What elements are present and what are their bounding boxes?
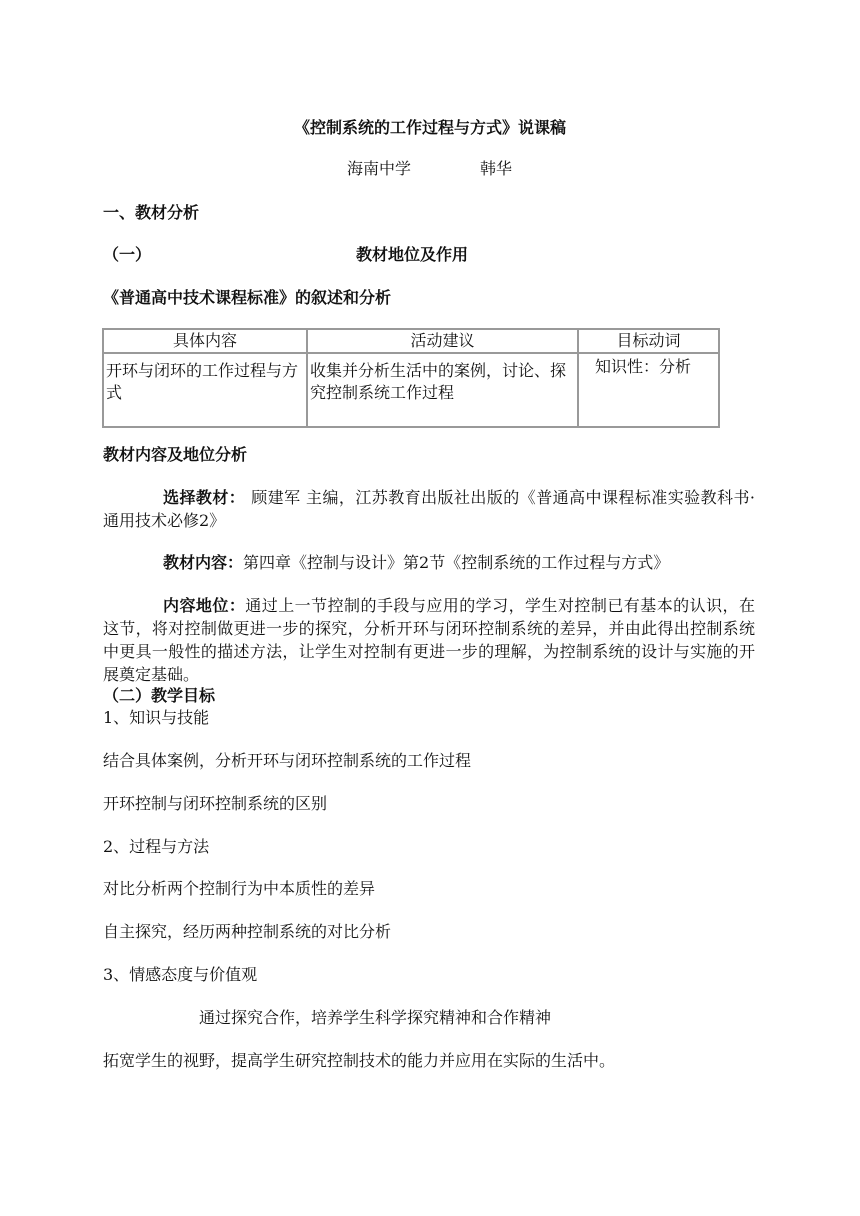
goal-item: 自主探究，经历两种控制系统的对比分析	[103, 922, 392, 941]
goal-item: 通过探究合作，培养学生科学探究精神和合作精神	[199, 1008, 552, 1027]
author-school: 海南中学	[347, 159, 412, 178]
textbook-paragraph	[103, 486, 755, 532]
goal-title-knowledge: 1、知识与技能	[103, 708, 210, 727]
goal-item: 拓宽学生的视野，提高学生研究控制技术的能力并应用在实际的生活中。	[103, 1051, 616, 1070]
position-text: 通过上一节控制的手段与应用的学习，学生对控制已有基本的认识，在这节，将对控制做更进一步的探究，分析开环与闭环控制系统的差异，并由此得出控制系统中更具一般性的描述方法，让学生对控制有更进一步的理解，为控制系统的设计与实施的开展奠定基础。	[103, 596, 755, 684]
content-label: 教材内容：	[163, 553, 244, 572]
goal-title-process: 2、过程与方法	[103, 837, 210, 856]
table-cell: 知识性：分析	[578, 353, 719, 427]
table-header-cell: 具体内容	[103, 329, 307, 353]
goal-title-attitude: 3、情感态度与价值观	[103, 965, 258, 984]
content-text: 第四章《控制与设计》第2节《控制系统的工作过程与方式》	[243, 553, 670, 572]
goal-item: 结合具体案例，分析开环与闭环控制系统的工作过程	[103, 751, 472, 770]
goal-item: 对比分析两个控制行为中本质性的差异	[103, 879, 376, 898]
table-header-cell: 活动建议	[307, 329, 578, 353]
position-label: 内容地位：	[163, 596, 246, 615]
subsection-number-1: （一）	[103, 245, 152, 264]
goal-item: 开环控制与闭环控制系统的区别	[103, 794, 328, 813]
table-row	[103, 353, 719, 427]
table-header-row	[103, 329, 719, 353]
section-heading-1: 一、教材分析	[103, 203, 200, 222]
curriculum-standard-table	[102, 328, 720, 428]
document-title: 《控制系统的工作过程与方式》说课稿	[293, 118, 566, 137]
subsection-title-1: 教材地位及作用	[356, 245, 469, 264]
author-name: 韩华	[480, 159, 513, 178]
section-heading-2: （二）教学目标	[103, 686, 216, 705]
table-cell: 开环与闭环的工作过程与方式	[103, 353, 307, 427]
content-analysis-heading: 教材内容及地位分析	[103, 445, 248, 464]
content-paragraph	[103, 551, 755, 574]
table-cell: 收集并分析生活中的案例，讨论、探究控制系统工作过程	[307, 353, 578, 427]
textbook-label: 选择教材：	[163, 488, 246, 507]
standard-heading: 《普通高中技术课程标准》的叙述和分析	[103, 288, 392, 307]
position-paragraph	[103, 594, 755, 686]
textbook-text: 顾建军 主编，江苏教育出版社出版的《普通高中课程标准实验教科书·通用技术必修2》	[103, 488, 755, 530]
table-header-cell: 目标动词	[578, 329, 719, 353]
